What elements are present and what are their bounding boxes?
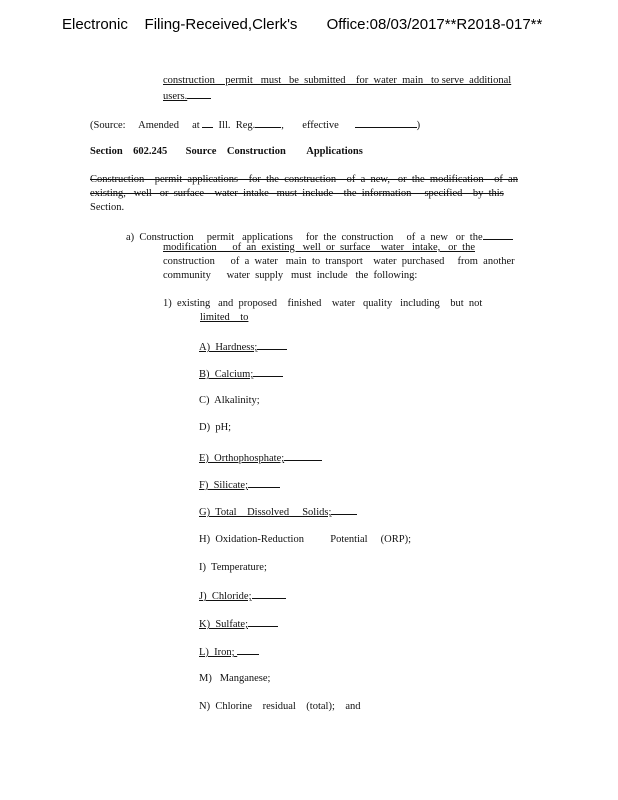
- list-item-orthophosphate: [199, 450, 322, 465]
- list-blank: [248, 616, 278, 627]
- para-a-line-3: construction of a water main to transport water purchased from another: [163, 256, 515, 267]
- list-item-sulfate-text: K) Sulfate;: [199, 619, 248, 630]
- intro-line-1: construction permit must be submitted for water main to serve additional: [163, 75, 512, 86]
- list-blank: [253, 366, 283, 377]
- source-amended: Amended: [138, 120, 179, 131]
- source-blank-page: [255, 117, 281, 128]
- list-item-orp: H) Oxidation-Reduction Potential (ORP);: [199, 534, 412, 545]
- source-blank-date: [355, 117, 417, 128]
- list-item-iron-text: L) Iron;: [199, 647, 235, 658]
- source-close: ): [416, 120, 421, 131]
- source-ill-reg: Ill. Reg.: [218, 120, 256, 131]
- list-item-calcium: [199, 366, 283, 381]
- source-at: at: [192, 120, 200, 131]
- source-label: (Source:: [90, 120, 126, 131]
- para-a-blank-1: [483, 229, 513, 240]
- list-item-orthophosphate-text: E) Orthophosphate;: [199, 453, 285, 464]
- list-blank: [331, 504, 357, 515]
- list-item-calcium-text: B) Calcium;: [199, 369, 254, 380]
- list-blank: [284, 450, 322, 461]
- list-item-iron: [199, 644, 259, 659]
- list-item-hardness-text: A) Hardness;: [199, 342, 258, 353]
- list-item-chlorine: N) Chlorine residual (total); and: [199, 701, 361, 712]
- list-blank: [252, 588, 286, 599]
- list-item-silicate: [199, 477, 280, 492]
- list-item-chloride: [199, 588, 286, 603]
- intro-blank: [187, 88, 211, 99]
- source-blank-volume: [202, 117, 213, 128]
- filing-header: Electronic Filing-Received,Clerk's Office:08/03/2017**R2018-017**: [62, 16, 543, 33]
- struck-line-1: Construction permit applications for the construction of a new, or the modification of an: [90, 174, 518, 185]
- para-a-line-4: community water supply must include the following:: [163, 270, 418, 281]
- list-item-alkalinity: C) Alkalinity;: [199, 395, 260, 406]
- list-item-tds: [199, 504, 357, 519]
- list-item-manganese: M) Manganese;: [199, 673, 271, 684]
- struck-line-3: Section.: [90, 202, 125, 213]
- list-item-ph: D) pH;: [199, 422, 232, 433]
- list-blank: [248, 477, 280, 488]
- source-comma: ,: [281, 120, 284, 131]
- para-a-line-1-text: a) Construction permit applications for the construction of a new or the: [126, 232, 483, 243]
- para-a-line-2: modification of an existing well or surface water intake, or the: [163, 242, 475, 253]
- source-line: [90, 117, 420, 132]
- section-heading: [90, 145, 363, 158]
- section-number: Section 602.245: [90, 146, 168, 157]
- list-item-hardness: [199, 339, 287, 354]
- list-blank: [237, 644, 259, 655]
- intro-line-2-text: users.: [163, 91, 188, 102]
- list-item-sulfate: [199, 616, 278, 631]
- list-item-chloride-text: J) Chloride;: [199, 591, 252, 602]
- list-item-temperature: I) Temperature;: [199, 562, 267, 573]
- item-1-line-1: 1) existing and proposed finished water quality including but not: [163, 298, 483, 309]
- list-item-tds-text: G) Total Dissolved Solids;: [199, 507, 332, 518]
- source-effective: effective: [302, 120, 339, 131]
- list-item-silicate-text: F) Silicate;: [199, 480, 248, 491]
- struck-line-2: existing, well or surface water intake must include the information specified by this: [90, 188, 504, 199]
- intro-line-2: [163, 88, 211, 103]
- item-1-line-2: limited to: [200, 312, 249, 323]
- list-blank: [257, 339, 287, 350]
- section-title: Source Construction Applications: [185, 146, 363, 157]
